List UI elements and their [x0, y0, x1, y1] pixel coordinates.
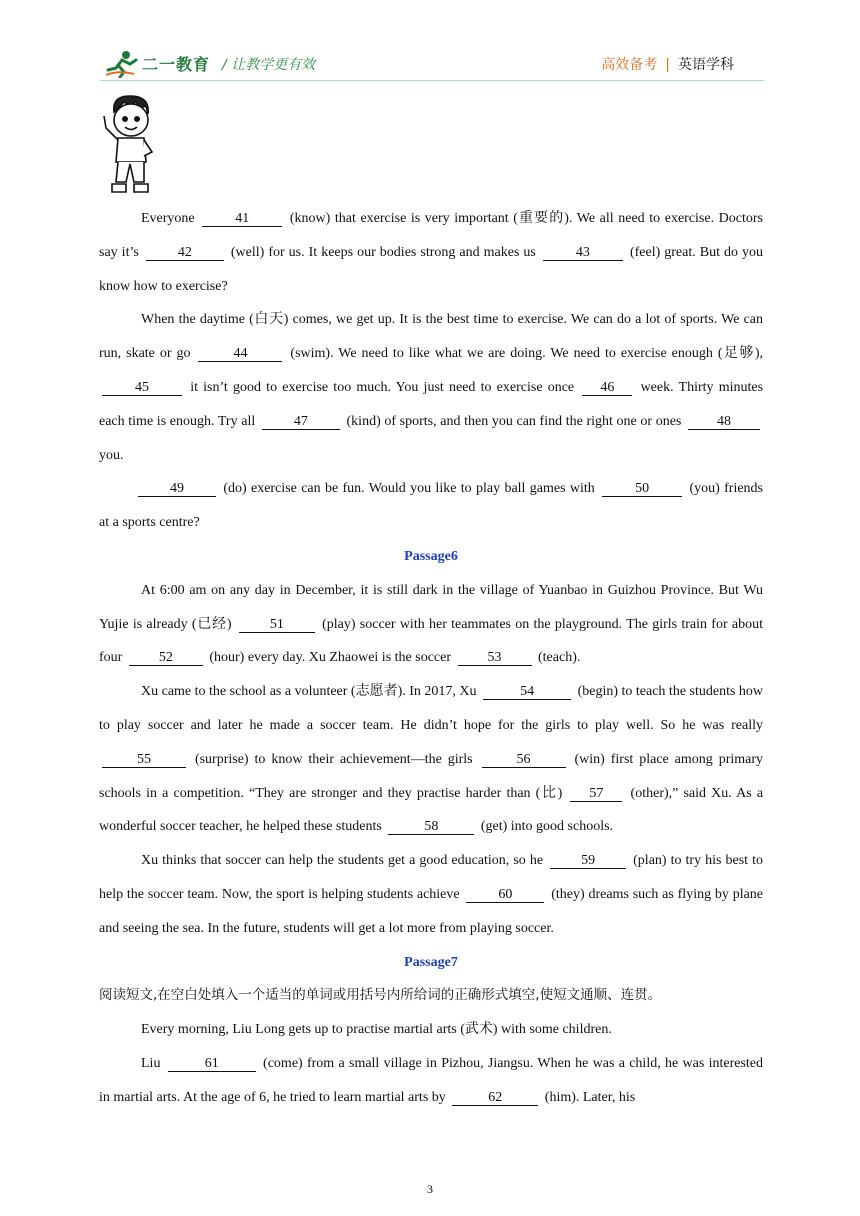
worksheet-body	[99, 202, 763, 1115]
text: (hour) every day. Xu Zhaowei is the soccer	[209, 650, 451, 666]
blank-43[interactable]: 43	[543, 245, 623, 261]
text: (swim). We need to like what we are doing. We need to exercise enough (足够),	[290, 346, 764, 362]
passage6-paragraph-1	[99, 574, 763, 675]
runner-logo-icon	[104, 50, 140, 78]
text: (teach).	[538, 650, 581, 666]
blank-45[interactable]: 45	[102, 380, 182, 396]
text: it isn’t good to exercise too much. You just need to exercise once	[190, 379, 575, 395]
passage5-paragraph-3	[99, 472, 763, 540]
header-separator: |	[665, 57, 670, 73]
blank-42[interactable]: 42	[146, 245, 224, 261]
brand-name: 二一教育	[142, 55, 211, 74]
text: (begin) to teach the students how to play soccer and later he made a soccer team. He didn’t hope for the girls to play well. So he was really	[99, 684, 764, 733]
blank-52[interactable]: 52	[129, 650, 203, 666]
passage7-title: Passage7	[404, 954, 458, 970]
blank-62[interactable]: 62	[452, 1090, 538, 1106]
blank-56[interactable]: 56	[482, 752, 566, 768]
page-header	[0, 44, 860, 88]
blank-50[interactable]: 50	[602, 481, 682, 497]
passage5-paragraph-2	[99, 303, 763, 472]
text: (surprise) to know their achievement—the girls	[194, 751, 473, 767]
cartoon-boy-illustration	[100, 92, 160, 200]
passage7-paragraph-1: Every morning, Liu Long gets up to practise martial arts (武术) with some children.	[141, 1022, 612, 1038]
passage7-instruction: 阅读短文,在空白处填入一个适当的单词或用括号内所给词的正确形式填空,使短文通顺、连贯。	[99, 987, 662, 1004]
text: (well) for us. It keeps our bodies strong and makes us	[230, 244, 536, 260]
text: Everyone	[141, 211, 195, 226]
text: week. Thirty minutes each time is enough. Try all	[99, 379, 764, 429]
blank-48[interactable]: 48	[688, 414, 760, 430]
text: (know) that exercise is very important (重要的). We all need to exercise. Doctors say it’s	[99, 211, 764, 260]
blank-55[interactable]: 55	[102, 752, 186, 768]
blank-59[interactable]: 59	[550, 853, 626, 869]
blank-46[interactable]: 46	[582, 380, 632, 396]
passage5-paragraph-1	[99, 202, 763, 303]
passage7-paragraph-2	[99, 1047, 763, 1115]
text: (get) into good schools.	[480, 819, 614, 835]
blank-49[interactable]: 49	[138, 481, 216, 497]
text: Xu came to the school as a volunteer (志愿者). In 2017, Xu	[141, 684, 477, 700]
blank-57[interactable]: 57	[570, 786, 622, 802]
text: (win) first place among primary schools in a competition. “They are stronger and they practise harder than (比)	[99, 751, 764, 801]
text: you.	[99, 447, 124, 463]
text: At 6:00 am on any day in December, it is still dark in the village of Yuanbao in Guizhou Province. But Wu Yujie is already (已经)	[99, 582, 763, 632]
text: (you) friends at a sports centre?	[99, 481, 764, 531]
header-subject	[601, 54, 734, 74]
text: (come) from a small village in Pizhou, Jiangsu. When he was a child, he was interested in martial arts. At the age of 6, he tried to learn martial arts by	[99, 1055, 763, 1105]
text: (play) soccer with her teammates on the playground. The girls train for about four	[99, 616, 763, 666]
blank-44[interactable]: 44	[198, 346, 282, 362]
text: (plan) to try his best to help the soccer team. Now, the sport is helping students achieve	[99, 853, 763, 902]
text: (kind) of sports, and then you can find the right one or ones	[346, 413, 682, 429]
blank-51[interactable]: 51	[239, 617, 315, 633]
blank-41[interactable]: 41	[202, 211, 282, 227]
text: (they) dreams such as flying by plane and seeing the sea. In the future, students will get a lot more from playing soccer.	[99, 886, 764, 936]
text: Xu thinks that soccer can help the students get a good education, so he	[141, 853, 544, 869]
text: When the daytime (白天) comes, we get up. It is the best time to exercise. We can do a lot of sports. We can run, skate or go	[99, 312, 763, 362]
blank-47[interactable]: 47	[262, 414, 340, 430]
slogan: / 让教学更有效	[222, 57, 316, 73]
blank-53[interactable]: 53	[458, 650, 532, 666]
text: (other),” said Xu. As a wonderful soccer teacher, he helped these students	[99, 785, 764, 835]
blank-61[interactable]: 61	[168, 1056, 256, 1072]
text: (him). Later, his	[544, 1089, 636, 1105]
text: (do) exercise can be fun. Would you like to play ball games with	[223, 481, 595, 497]
page-number: 3	[427, 1182, 433, 1196]
passage6-paragraph-2	[99, 675, 763, 844]
header-subject-label: 英语学科	[678, 57, 734, 73]
blank-60[interactable]: 60	[466, 887, 544, 903]
text: Liu	[141, 1055, 161, 1071]
text: (feel) great. But do you know how to exercise?	[99, 244, 764, 294]
passage6-title: Passage6	[404, 548, 458, 564]
passage6-paragraph-3	[99, 844, 763, 945]
header-divider	[100, 80, 764, 81]
blank-58[interactable]: 58	[388, 819, 474, 835]
header-exam-label: 高效备考	[601, 57, 658, 73]
blank-54[interactable]: 54	[483, 684, 571, 700]
